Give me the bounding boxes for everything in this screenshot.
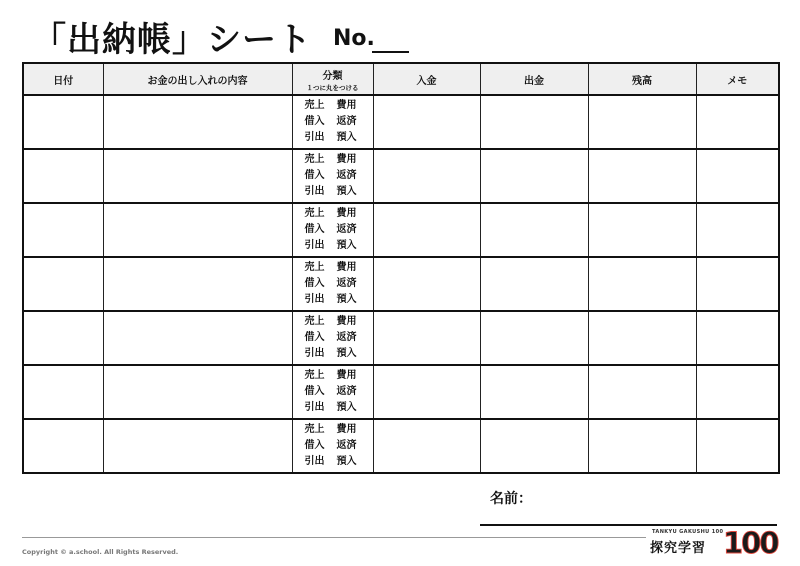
details-cell[interactable]: [103, 419, 292, 473]
category-option[interactable]: 返済: [336, 224, 357, 235]
date-cell[interactable]: [23, 203, 103, 257]
category-option-line: [293, 130, 373, 146]
category-option[interactable]: 借入: [304, 224, 325, 235]
category-option-line: [293, 238, 373, 254]
balance-cell[interactable]: [588, 95, 696, 149]
table-row: [23, 419, 779, 473]
category-option[interactable]: 引出: [304, 456, 325, 467]
category-option-line: [293, 454, 373, 470]
category-option-line: [293, 422, 373, 438]
category-option-line: [293, 384, 373, 400]
category-option[interactable]: 引出: [304, 402, 325, 413]
category-option[interactable]: 預入: [336, 348, 357, 359]
category-option[interactable]: 売上: [304, 100, 325, 111]
category-option[interactable]: 売上: [304, 370, 325, 381]
category-option[interactable]: 費用: [336, 208, 357, 219]
deposit-cell[interactable]: [373, 419, 480, 473]
withdrawal-cell[interactable]: [480, 311, 588, 365]
memo-cell[interactable]: [696, 365, 779, 419]
withdrawal-cell[interactable]: [480, 203, 588, 257]
header-balance: 残高: [588, 63, 696, 95]
deposit-cell[interactable]: [373, 149, 480, 203]
category-option[interactable]: 費用: [336, 370, 357, 381]
category-option[interactable]: 返済: [336, 332, 357, 343]
table-row: [23, 203, 779, 257]
withdrawal-cell[interactable]: [480, 419, 588, 473]
header-deposit: 入金: [373, 63, 480, 95]
category-option[interactable]: 返済: [336, 278, 357, 289]
date-cell[interactable]: [23, 257, 103, 311]
withdrawal-cell[interactable]: [480, 149, 588, 203]
memo-cell[interactable]: [696, 203, 779, 257]
header-category: [292, 63, 373, 95]
category-option[interactable]: 預入: [336, 294, 357, 305]
ledger-table: [22, 62, 780, 474]
category-option[interactable]: 預入: [336, 456, 357, 467]
category-option-line: [293, 98, 373, 114]
category-cell: [292, 365, 373, 419]
category-option[interactable]: 引出: [304, 240, 325, 251]
category-cell: [292, 257, 373, 311]
category-option[interactable]: 借入: [304, 386, 325, 397]
category-option-line: [293, 152, 373, 168]
category-option[interactable]: 返済: [336, 386, 357, 397]
category-option[interactable]: 売上: [304, 208, 325, 219]
withdrawal-cell[interactable]: [480, 257, 588, 311]
date-cell[interactable]: [23, 365, 103, 419]
category-option[interactable]: 費用: [336, 424, 357, 435]
table-row: [23, 149, 779, 203]
category-option[interactable]: 預入: [336, 186, 357, 197]
header-date: 日付: [23, 63, 103, 95]
details-cell[interactable]: [103, 257, 292, 311]
withdrawal-cell[interactable]: [480, 95, 588, 149]
balance-cell[interactable]: [588, 419, 696, 473]
date-cell[interactable]: [23, 149, 103, 203]
date-cell[interactable]: [23, 419, 103, 473]
category-option[interactable]: 借入: [304, 116, 325, 127]
category-option[interactable]: 借入: [304, 440, 325, 451]
ledger-body: [23, 95, 779, 473]
category-option[interactable]: 借入: [304, 332, 325, 343]
category-option-line: [293, 368, 373, 384]
category-option[interactable]: 費用: [336, 100, 357, 111]
table-row: [23, 311, 779, 365]
name-label: 名前：: [490, 491, 532, 507]
category-option-line: [293, 400, 373, 416]
header-row: [23, 63, 779, 95]
deposit-cell[interactable]: [373, 95, 480, 149]
category-option[interactable]: 引出: [304, 294, 325, 305]
category-option[interactable]: 借入: [304, 278, 325, 289]
table-row: [23, 365, 779, 419]
brand-name: 探究学習: [650, 541, 707, 556]
balance-cell[interactable]: [588, 149, 696, 203]
details-cell[interactable]: [103, 203, 292, 257]
category-option[interactable]: 売上: [304, 424, 325, 435]
category-cell: [292, 311, 373, 365]
category-option-line: [293, 330, 373, 346]
category-cell: [292, 149, 373, 203]
category-option-line: [293, 184, 373, 200]
category-cell: [292, 95, 373, 149]
category-option-line: [293, 276, 373, 292]
category-option[interactable]: 費用: [336, 316, 357, 327]
date-cell[interactable]: [23, 311, 103, 365]
table-row: [23, 257, 779, 311]
category-option-line: [293, 260, 373, 276]
brand-caption: TANKYU GAKUSHU 100: [652, 529, 724, 535]
memo-cell[interactable]: [696, 149, 779, 203]
category-option[interactable]: 預入: [336, 132, 357, 143]
deposit-cell[interactable]: [373, 365, 480, 419]
category-option[interactable]: 預入: [336, 402, 357, 413]
category-option-line: [293, 292, 373, 308]
category-option-line: [293, 168, 373, 184]
date-cell[interactable]: [23, 95, 103, 149]
category-option[interactable]: 売上: [304, 316, 325, 327]
balance-cell[interactable]: [588, 203, 696, 257]
memo-cell[interactable]: [696, 257, 779, 311]
deposit-cell[interactable]: [373, 311, 480, 365]
category-option[interactable]: 返済: [336, 440, 357, 451]
balance-cell[interactable]: [588, 311, 696, 365]
brand-logo-number: 100: [723, 526, 778, 556]
category-cell: [292, 419, 373, 473]
category-option-line: [293, 346, 373, 362]
category-option[interactable]: 引出: [304, 186, 325, 197]
deposit-cell[interactable]: [373, 257, 480, 311]
balance-cell[interactable]: [588, 365, 696, 419]
category-option[interactable]: 預入: [336, 240, 357, 251]
header-details: お金の出し入れの内容: [103, 63, 292, 95]
category-option-line: [293, 222, 373, 238]
memo-cell[interactable]: [696, 311, 779, 365]
sheet-number-label: No.: [333, 26, 375, 51]
header-withdrawal: 出金: [480, 63, 588, 95]
header-category-note: １つに丸をつける: [306, 83, 359, 92]
category-option-line: [293, 438, 373, 454]
balance-cell[interactable]: [588, 257, 696, 311]
footer-divider: [22, 537, 646, 538]
withdrawal-cell[interactable]: [480, 365, 588, 419]
details-cell[interactable]: [103, 95, 292, 149]
memo-cell[interactable]: [696, 419, 779, 473]
sheet-number-blank: [372, 51, 409, 53]
category-option[interactable]: 費用: [336, 154, 357, 165]
memo-cell[interactable]: [696, 95, 779, 149]
table-row: [23, 95, 779, 149]
category-option[interactable]: 費用: [336, 262, 357, 273]
category-option[interactable]: 返済: [336, 170, 357, 181]
details-cell[interactable]: [103, 311, 292, 365]
category-option[interactable]: 売上: [304, 154, 325, 165]
category-option[interactable]: 借入: [304, 170, 325, 181]
brand-logo-100: [722, 526, 784, 556]
category-option[interactable]: 売上: [304, 262, 325, 273]
details-cell[interactable]: [103, 149, 292, 203]
category-option-line: [293, 206, 373, 222]
details-cell[interactable]: [103, 365, 292, 419]
category-option[interactable]: 引出: [304, 132, 325, 143]
sheet-title: 「出納帳」シート: [32, 20, 312, 60]
copyright-text: Copyright © a.school. All Rights Reserved.: [22, 548, 179, 556]
category-option-line: [293, 314, 373, 330]
deposit-cell[interactable]: [373, 203, 480, 257]
category-cell: [292, 203, 373, 257]
header-memo: メモ: [696, 63, 779, 95]
category-option[interactable]: 引出: [304, 348, 325, 359]
header-category-label: 分類: [322, 70, 343, 82]
category-option-line: [293, 114, 373, 130]
category-option[interactable]: 返済: [336, 116, 357, 127]
